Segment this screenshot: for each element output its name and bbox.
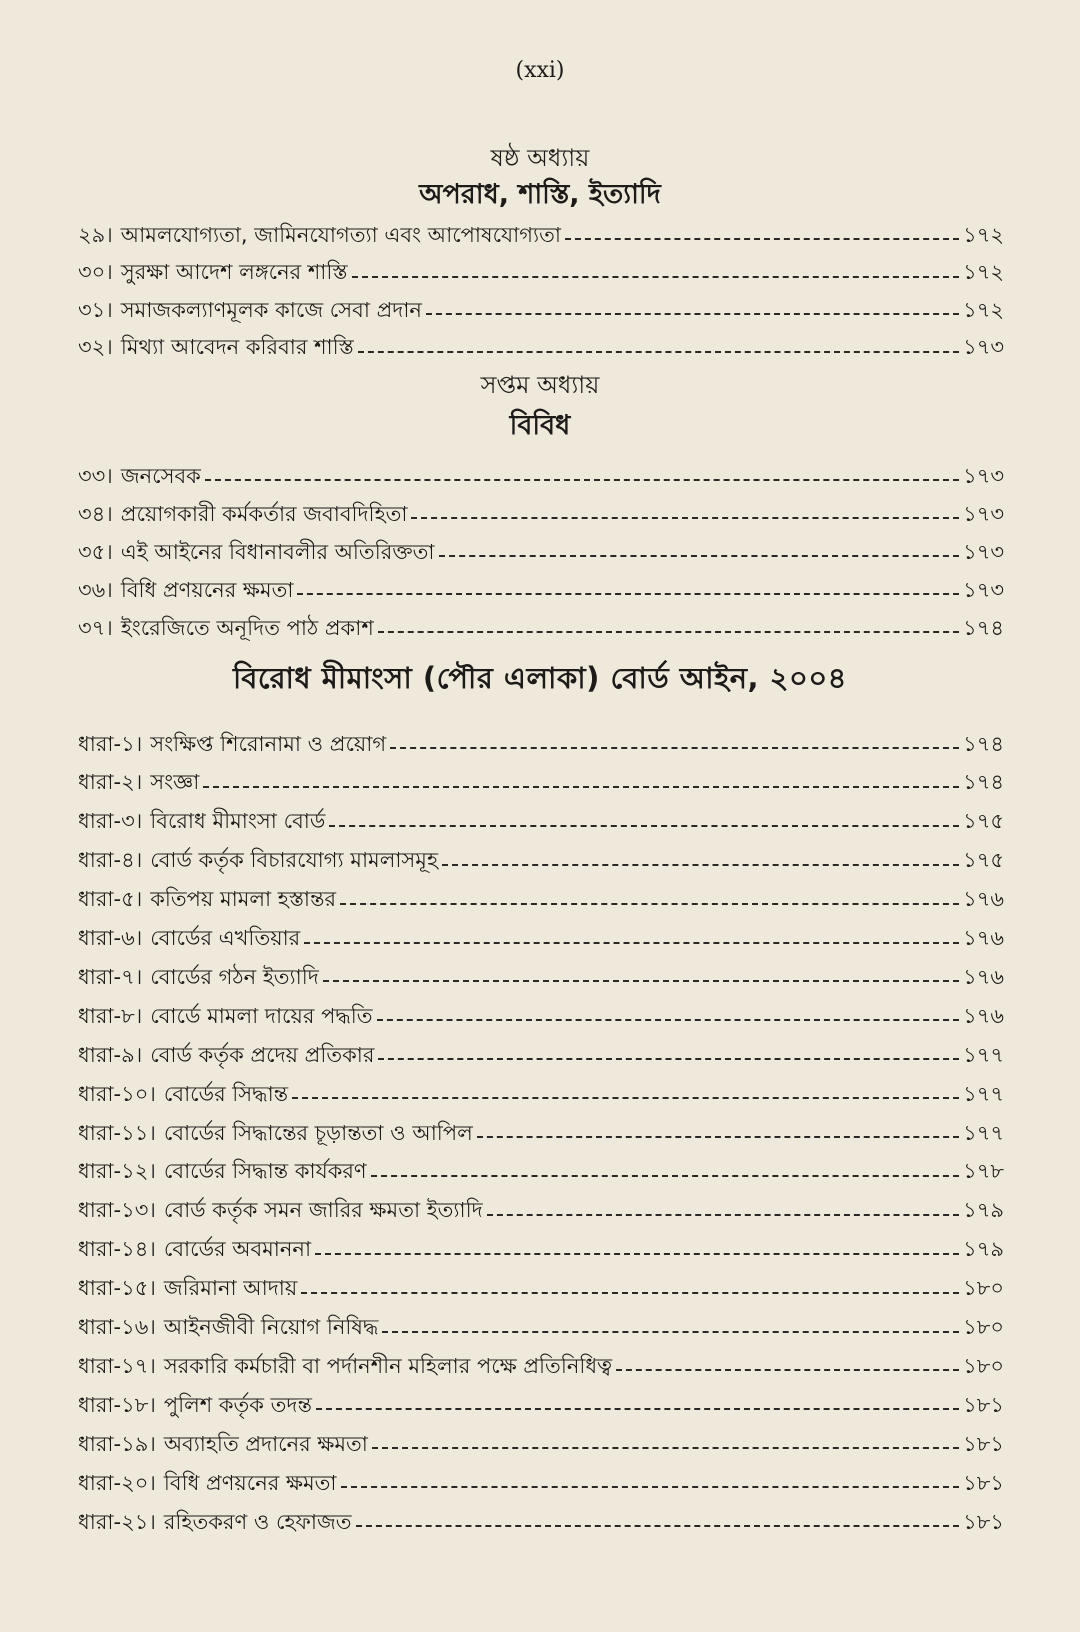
entry-title: সংজ্ঞা (150, 770, 200, 795)
entry-number: ৩৫। (78, 539, 113, 564)
dot-leader (378, 631, 959, 633)
toc-entry (78, 1389, 1004, 1423)
toc-entry (78, 1156, 1004, 1190)
entry-number: ধারা-৩। (78, 809, 143, 834)
entry-page-number: ১৭৬ (963, 926, 1004, 950)
dot-leader (356, 1525, 960, 1527)
entry-title: আইনজীবী নিয়োগ নিষিদ্ধ (163, 1315, 379, 1339)
dot-leader (390, 747, 959, 749)
entry-title: প্রয়োগকারী কর্মকর্তার জবাবদিহিতা (120, 501, 408, 526)
entry-page-number: ১৭৭ (963, 1081, 1004, 1106)
toc-entry (78, 961, 1004, 995)
toc-entry (78, 1428, 1004, 1462)
toc-entry (78, 884, 1004, 918)
entry-page-number: ১৭২ (963, 222, 1004, 247)
toc-entry (78, 767, 1004, 801)
toc-entry (78, 294, 1004, 328)
entry-page-number: ১৭৪ (963, 731, 1004, 756)
chapter6-title: অপরাধ, শাস্তি, ইত্যাদি (419, 179, 661, 210)
entry-page-number: ১৭২ (963, 260, 1004, 284)
toc-entry (78, 806, 1004, 840)
toc-entry (78, 1195, 1004, 1229)
entry-page-number: ১৭৪ (963, 770, 1004, 795)
entry-title: মিথ্যা আবেদন করিবার শাস্তি (120, 335, 354, 359)
entry-page-number: ১৭৭ (963, 1120, 1004, 1145)
entry-page-number: ১৭৫ (963, 809, 1004, 834)
entry-number: ধারা-১। (78, 731, 143, 756)
dot-leader (340, 903, 959, 905)
dot-leader (292, 1097, 959, 1099)
entry-number: ধারা-১৩। (78, 1198, 156, 1223)
toc-entry (78, 923, 1004, 957)
entry-title: সুরক্ষা আদেশ লঙ্গনের শাস্তি (120, 260, 348, 284)
entry-page-number: ১৮১ (963, 1392, 1004, 1417)
dot-leader (304, 942, 959, 944)
dot-leader (442, 864, 959, 866)
entry-number: ধারা-২১। (78, 1509, 156, 1534)
dot-leader (315, 1253, 959, 1255)
dot-leader (477, 1136, 959, 1138)
dot-leader (203, 786, 959, 788)
entry-number: ধারা-৪। (78, 848, 143, 873)
entry-title: জনসেবক (120, 463, 201, 488)
toc-entry (78, 728, 1004, 762)
dot-leader (372, 1447, 959, 1449)
entry-number: ৩০। (78, 260, 113, 284)
toc-entry (78, 1078, 1004, 1112)
entry-number: ধারা-১৯। (78, 1431, 156, 1456)
entry-title: বোর্ড কর্তৃক সমন জারির ক্ষমতা ইত্যাদি (163, 1198, 483, 1223)
entry-number: ২৯। (78, 222, 113, 247)
entry-page-number: ১৭৯ (963, 1198, 1004, 1223)
entry-number: ধারা-৬। (78, 926, 143, 950)
entry-title: এই আইনের বিধানাবলীর অতিরিক্ততা (120, 539, 435, 564)
entry-page-number: ১৭৫ (963, 848, 1004, 873)
dot-leader (371, 1175, 959, 1177)
entry-title: বিধি প্রণয়নের ক্ষমতা (120, 577, 294, 602)
entry-title: কতিপয় মামলা হস্তান্তর (150, 887, 337, 912)
dot-leader (301, 1292, 959, 1294)
entry-title: জরিমানা আদায় (163, 1276, 298, 1301)
dot-leader (205, 479, 959, 481)
toc-entry (78, 1234, 1004, 1268)
entry-number: ধারা-১০। (78, 1081, 156, 1106)
toc-entry (78, 1350, 1004, 1384)
entry-title: বোর্ডের গঠন ইত্যাদি (150, 964, 319, 989)
dot-leader (439, 555, 960, 557)
entry-number: ধারা-৮। (78, 1003, 143, 1028)
toc-entry (78, 845, 1004, 879)
entry-title: সরকারি কর্মচারী বা পর্দানশীন মহিলার পক্ষে প্রতিনিধিত্ব (163, 1353, 613, 1378)
entry-page-number: ১৭৩ (963, 463, 1004, 488)
toc-entry (78, 536, 1004, 570)
entry-number: ৩৭। (78, 615, 113, 640)
entry-number: ধারা-১১। (78, 1120, 156, 1145)
entry-title: ইংরেজিতে অনূদিত পাঠ প্রকাশ (120, 615, 374, 640)
entry-number: ৩৬। (78, 577, 113, 602)
entry-number: ধারা-৯। (78, 1042, 143, 1067)
toc-entry (78, 460, 1004, 494)
dot-leader (487, 1214, 959, 1216)
entry-title: বোর্ডের সিদ্ধান্ত (163, 1081, 289, 1106)
entry-title: পুলিশ কর্তৃক তদন্ত (163, 1392, 312, 1417)
act-title: বিরোধ মীমাংসা (পৌর এলাকা) বোর্ড আইন, ২০০৪ (232, 661, 847, 695)
entry-number: ৩৩। (78, 463, 113, 488)
toc-entry (78, 1000, 1004, 1034)
toc-entry (78, 498, 1004, 532)
toc-entry (78, 257, 1004, 291)
entry-title: বোর্ডের সিদ্ধান্তের চূড়ান্ততা ও আপিল (163, 1120, 473, 1145)
dot-leader (411, 517, 959, 519)
entry-number: ৩১। (78, 297, 113, 322)
entry-title: সমাজকল্যাণমূলক কাজে সেবা প্রদান (120, 297, 422, 322)
entry-title: বিধি প্রণয়নের ক্ষমতা (163, 1470, 337, 1495)
entry-page-number: ১৭৬ (963, 964, 1004, 989)
entry-page-number: ১৮০ (963, 1315, 1004, 1339)
entry-number: ধারা-১৮। (78, 1392, 156, 1417)
entry-page-number: ১৭৩ (963, 335, 1004, 359)
dot-leader (358, 351, 959, 353)
entry-page-number: ১৭৯ (963, 1237, 1004, 1262)
page-number: (xxi) (515, 58, 565, 83)
dot-leader (341, 1486, 960, 1488)
entry-page-number: ১৭৬ (963, 887, 1004, 912)
toc-entry (78, 574, 1004, 608)
dot-leader (426, 313, 959, 315)
entry-number: ধারা-৭। (78, 964, 143, 989)
dot-leader (382, 1331, 959, 1333)
entry-title: সংক্ষিপ্ত শিরোনামা ও প্রয়োগ (150, 731, 387, 756)
entry-title: বোর্ড কর্তৃক প্রদেয় প্রতিকার (150, 1042, 375, 1067)
entry-page-number: ১৭৩ (963, 501, 1004, 526)
entry-number: ধারা-১৪। (78, 1237, 156, 1262)
entry-page-number: ১৮১ (963, 1431, 1004, 1456)
entry-page-number: ১৮১ (963, 1470, 1004, 1495)
entry-title: বোর্ডের সিদ্ধান্ত কার্যকরণ (163, 1159, 367, 1184)
entry-page-number: ১৮০ (963, 1353, 1004, 1378)
entry-title: বোর্ডের এখতিয়ার (150, 926, 301, 950)
chapter7-title: বিবিধ (509, 410, 571, 441)
entry-page-number: ১৭৪ (963, 615, 1004, 640)
toc-entry (78, 1117, 1004, 1151)
entry-page-number: ১৭২ (963, 297, 1004, 322)
entry-number: ধারা-২। (78, 770, 143, 795)
toc-entry (78, 612, 1004, 646)
dot-leader (565, 238, 959, 240)
dot-leader (378, 1058, 959, 1060)
entry-title: বোর্ড কর্তৃক বিচারযোগ্য মামলাসমূহ (150, 848, 439, 873)
entry-title: বোর্ডের অবমাননা (163, 1237, 312, 1262)
toc-entry (78, 1039, 1004, 1073)
dot-leader (316, 1408, 959, 1410)
dot-leader (323, 980, 959, 982)
entry-number: ধারা-১৬। (78, 1315, 156, 1339)
chapter7-heading: সপ্তম অধ্যায় (480, 371, 600, 399)
toc-entry (78, 1467, 1004, 1501)
toc-entry (78, 1273, 1004, 1307)
entry-page-number: ১৭৭ (963, 1042, 1004, 1067)
entry-page-number: ১৮১ (963, 1509, 1004, 1534)
entry-number: ৩৪। (78, 501, 113, 526)
dot-leader (616, 1369, 959, 1371)
toc-entry (78, 219, 1004, 253)
chapter6-heading: ষষ্ঠ অধ্যায় (490, 144, 590, 172)
entry-page-number: ১৭৬ (963, 1003, 1004, 1028)
entry-number: ধারা-২০। (78, 1470, 156, 1495)
toc-entry (78, 1506, 1004, 1540)
entry-number: ধারা-১৭। (78, 1353, 156, 1378)
entry-title: বোর্ডে মামলা দায়ের পদ্ধতি (150, 1003, 373, 1028)
entry-number: ধারা-১২। (78, 1159, 156, 1184)
entry-page-number: ১৭৩ (963, 539, 1004, 564)
entry-page-number: ১৭৮ (963, 1159, 1004, 1184)
entry-number: ধারা-১৫। (78, 1276, 156, 1301)
entry-number: ধারা-৫। (78, 887, 143, 912)
dot-leader (329, 825, 959, 827)
entry-title: বিরোধ মীমাংসা বোর্ড (150, 809, 326, 834)
entry-title: অব্যাহতি প্রদানের ক্ষমতা (163, 1431, 368, 1456)
dot-leader (297, 593, 959, 595)
dot-leader (352, 276, 960, 278)
entry-page-number: ১৭৩ (963, 577, 1004, 602)
toc-entry (78, 1312, 1004, 1346)
toc-entry (78, 332, 1004, 366)
entry-title: রহিতকরণ ও হেফাজত (163, 1509, 352, 1534)
entry-number: ৩২। (78, 335, 113, 359)
entry-title: আমলযোগ্যতা, জামিনযোগত্যা এবং আপোষযোগ্যতা (120, 222, 561, 247)
dot-leader (377, 1019, 960, 1021)
entry-page-number: ১৮০ (963, 1276, 1004, 1301)
